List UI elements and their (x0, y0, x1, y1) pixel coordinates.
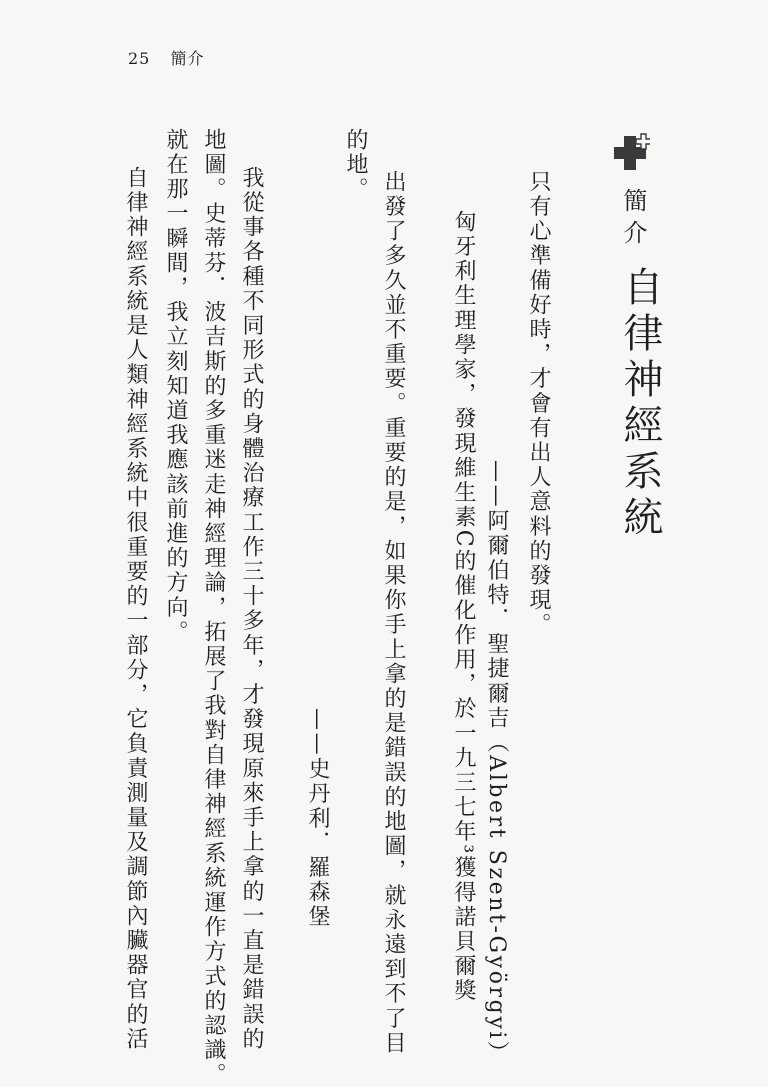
page-number: 25 (128, 49, 151, 68)
chapter-label: 簡介 (619, 188, 647, 252)
epigraph-quote-2-line-1: 出發了多久並不重要。重要的是，如果你手上拿的是錯誤的地圖，就永遠到不了目 (381, 170, 406, 1056)
epigraph-quote-1: 只有心準備好時，才會有出人意料的發現。 (526, 170, 551, 638)
epigraph-attribution-2: ——史丹利．羅森堡 (305, 708, 330, 930)
epigraph-attribution-1-description: 匈牙利生理學家，發現維生素C的催化作用，於一九三七年³獲得諾貝爾獎 (451, 210, 476, 1004)
body-line-3: 就在那一瞬間，我立刻知道我應該前進的方向。 (163, 128, 188, 645)
epigraph-attribution-1: ——阿爾伯特．聖捷爾吉（Albert Szent-Györgyi） (484, 460, 509, 1066)
body-line-1: 我從事各種不同形式的身體治療工作三十多年，才發現原來手上拿的一直是錯誤的 (239, 166, 264, 1052)
running-header (128, 46, 204, 69)
body-line-2: 地圖。史蒂芬．波吉斯的多重迷走神經理論，拓展了我對自律神經系統運作方式的認識。 (201, 128, 226, 1087)
epigraph-quote-2-line-2: 的地。 (343, 128, 368, 202)
header-section: 簡介 (170, 49, 205, 68)
chapter-title: 自律神經系統 (617, 266, 663, 542)
body-line-4: 自律神經系統是人類神經系統中很重要的一部分，它負責測量及調節內臟器官的活 (123, 166, 148, 1052)
cross-ornament-icon (614, 132, 650, 172)
